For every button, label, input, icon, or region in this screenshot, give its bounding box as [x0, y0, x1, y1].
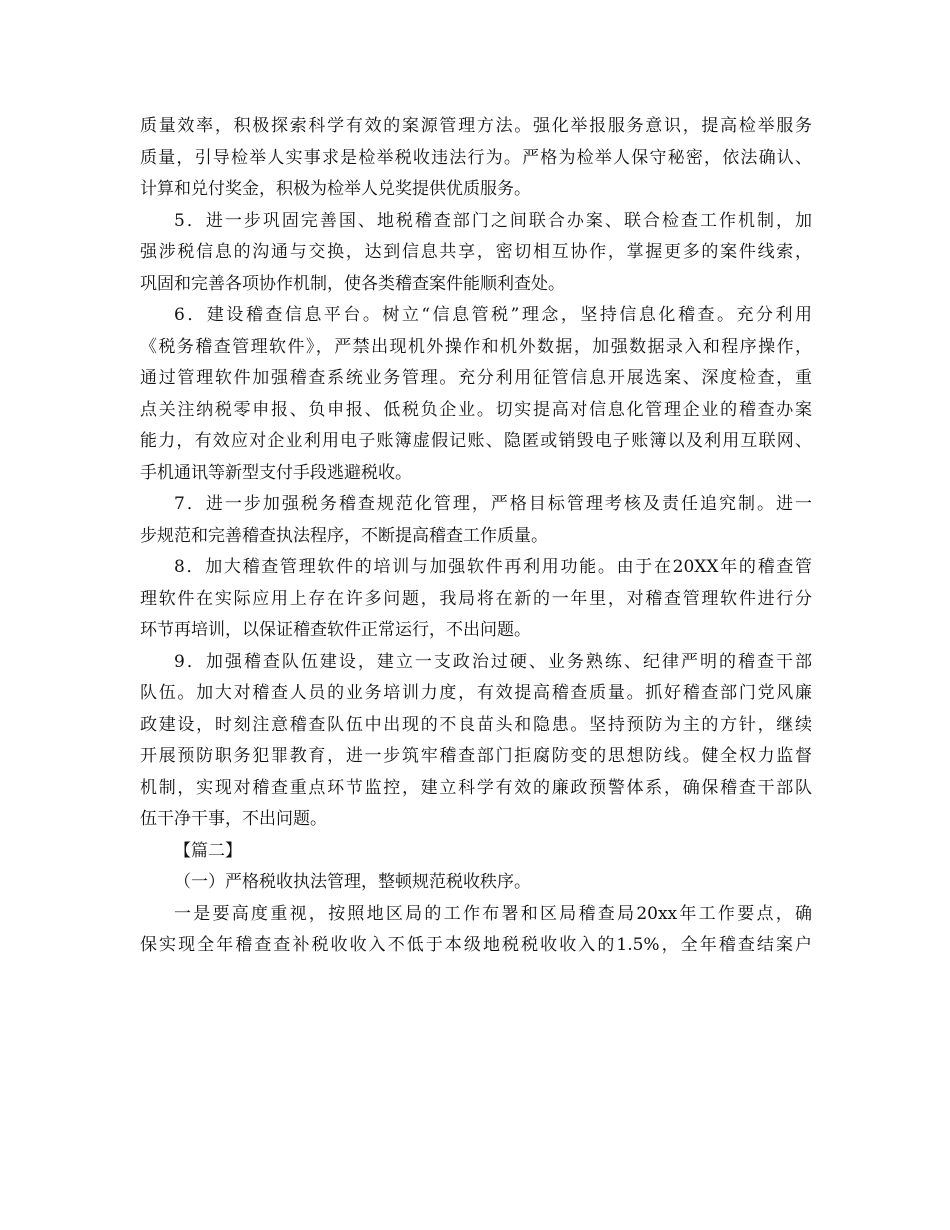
- text-line: 8．加大稽查管理软件的培训与加强软件再利用功能。由于在20XX年的稽查管: [174, 557, 812, 577]
- text-line: 理软件在实际应用上存在许多问题，我局将在新的一年里，对稽查管理软件进行分: [140, 588, 812, 609]
- text-line: 计算和兑付奖金，积极为检举人兑奖提供优质服务。: [140, 179, 531, 199]
- text-line: 伍干净干事，不出问题。: [140, 809, 327, 829]
- text-line: 强涉税信息的沟通与交换，达到信息共享，密切相互协作，掌握更多的案件线索，: [140, 242, 812, 262]
- text-line: 步规范和完善稽查执法程序，不断提高稽查工作质量。: [140, 525, 548, 546]
- text-line: 通过管理软件加强稽查系统业务管理。充分利用征管信息开展选案、深度检查，重: [140, 368, 812, 388]
- text-line: 《税务稽查管理软件》，严禁出现机外操作和机外数据，加强数据录入和程序操作，: [140, 336, 812, 357]
- text-line: 机制，实现对稽查重点环节监控，建立科学有效的廉政预警体系，确保稽查干部队: [140, 777, 812, 798]
- text-line: 手机通讯等新型支付手段逃避税收。: [140, 462, 412, 483]
- text-line: 能力，有效应对企业利用电子账簿虚假记账、隐匿或销毁电子账簿以及利用互联网、: [140, 431, 812, 451]
- section-heading: 【篇二】: [174, 840, 242, 861]
- text-line: 环节再培训，以保证稽查软件正常运行，不出问题。: [140, 620, 531, 640]
- text-line: 点关注纳税零申报、负申报、低税负企业。切实提高对信息化管理企业的稽查办案: [140, 399, 812, 420]
- text-line: 6．建设稽查信息平台。树立“信息管税”理念，坚持信息化稽查。充分利用: [174, 305, 812, 325]
- text-line: 质量效率，积极探索科学有效的案源管理方法。强化举报服务意识，提高检举服务: [140, 116, 812, 136]
- text-line: 质量，引导检举人实事求是检举税收违法行为。严格为检举人保守秘密，依法确认、: [140, 147, 812, 168]
- text-line: 7．进一步加强税务稽查规范化管理，严格目标管理考核及责任追究制。进一: [174, 494, 812, 514]
- text-line: 9．加强稽查队伍建设，建立一支政治过硬、业务熟练、纪律严明的稽查干部: [174, 651, 812, 672]
- subsection-heading: （一）严格税收执法管理，整顿规范税收秩序。: [174, 872, 531, 892]
- text-line: 保实现全年稽查查补税收收入不低于本级地税税收收入的1.5%，全年稽查结案户: [140, 935, 812, 955]
- text-line: 巩固和完善各项协作机制，使各类稽查案件能顺利查处。: [140, 273, 565, 294]
- text-line: 队伍。加大对稽查人员的业务培训力度，有效提高稽查质量。抓好稽查部门党风廉: [140, 683, 812, 703]
- document-body: [140, 111, 812, 962]
- text-line: 一是要高度重视，按照地区局的工作布署和区局稽查局20xx年工作要点，确: [174, 903, 812, 924]
- text-line: 政建设，时刻注意稽查队伍中出现的不良苗头和隐患。坚持预防为主的方针，继续: [140, 714, 812, 735]
- text-line: 开展预防职务犯罪教育，进一步筑牢稽查部门拒腐防变的思想防线。健全权力监督: [140, 746, 812, 766]
- text-line: 5．进一步巩固完善国、地税稽查部门之间联合办案、联合检查工作机制，加: [174, 210, 812, 231]
